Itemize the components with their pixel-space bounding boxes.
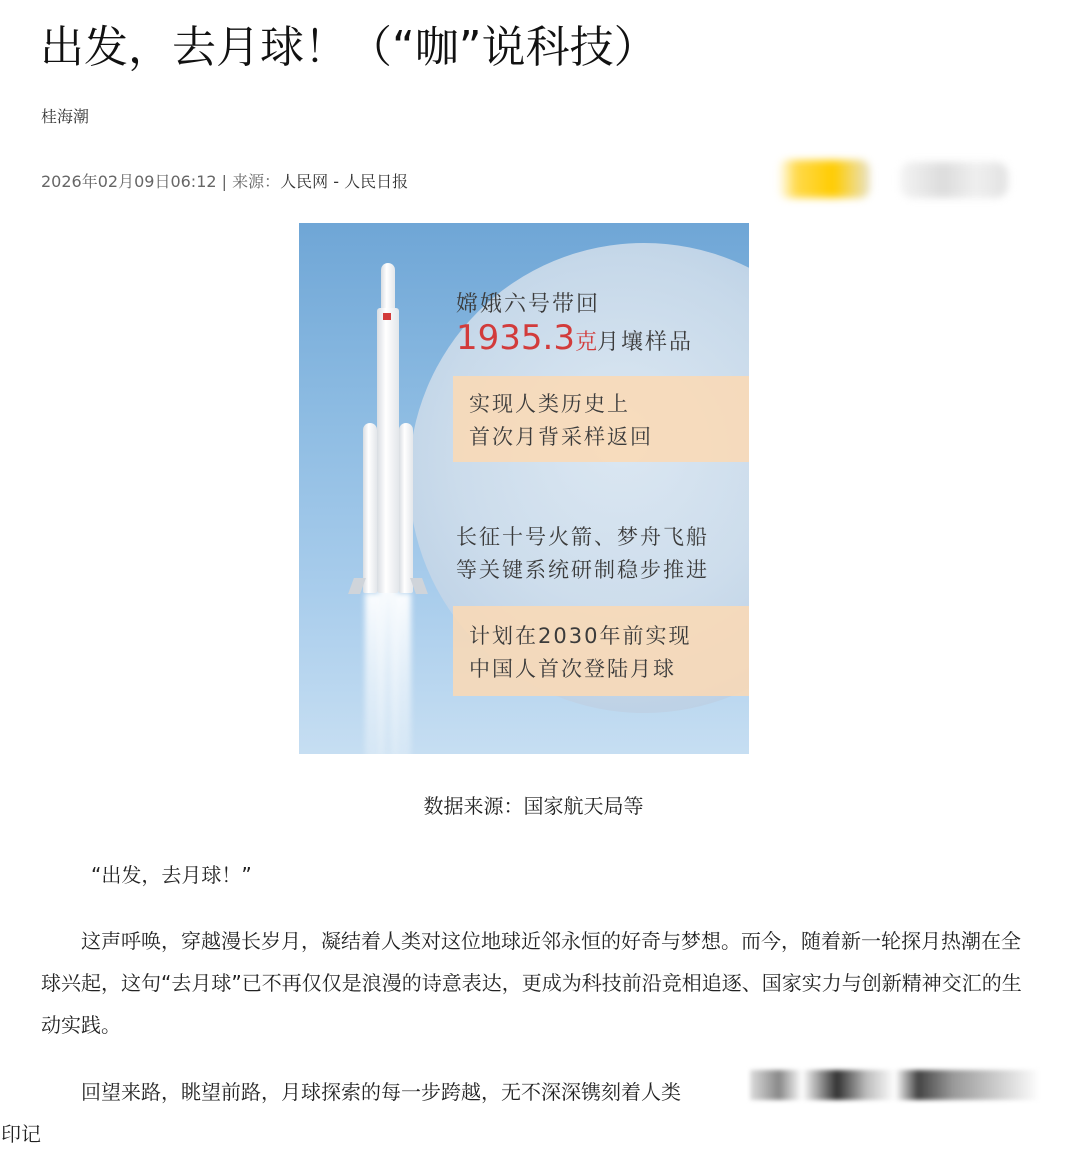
highlight-box-1 bbox=[453, 376, 749, 462]
article-title: 出发，去月球！（“咖”说科技） bbox=[40, 22, 658, 73]
info-amount-line bbox=[456, 318, 693, 358]
blurred-share-widget[interactable] bbox=[778, 160, 870, 198]
image-caption: 数据来源：国家航天局等 bbox=[423, 794, 644, 818]
highlight-box-2 bbox=[453, 606, 749, 696]
box1-line-1: 实现人类历史上 bbox=[469, 392, 630, 416]
blurred-watermark bbox=[750, 1070, 1040, 1100]
paragraph-2-text: 回望来路，眺望前路，月球探索的每一步跨越，无不深深镌刻着人类 bbox=[81, 1080, 681, 1104]
sample-unit: 克 bbox=[574, 330, 597, 355]
article-meta bbox=[41, 169, 408, 192]
blurred-share-widget-2[interactable] bbox=[900, 162, 1008, 198]
box1-line-2: 首次月背采样返回 bbox=[469, 425, 653, 449]
rocket-exhaust bbox=[393, 593, 411, 754]
publish-datetime: 2026年02月09日06:12 bbox=[41, 172, 217, 191]
info-line-3: 长征十号火箭、梦舟飞船 bbox=[456, 525, 709, 549]
sample-label: 月壤样品 bbox=[596, 330, 693, 355]
info-line-1: 嫦娥六号带回 bbox=[456, 292, 601, 317]
meta-separator: | bbox=[216, 172, 233, 191]
infographic-image bbox=[299, 223, 749, 754]
source-label: 来源： bbox=[232, 172, 281, 191]
paragraph-2-continuation: 印记 bbox=[1, 1122, 41, 1146]
box2-line-2: 中国人首次登陆月球 bbox=[469, 657, 676, 681]
box2-line-1: 计划在2030年前实现 bbox=[469, 624, 692, 648]
body-quote: “出发，去月球！” bbox=[91, 863, 252, 887]
author-name[interactable]: 桂海潮 bbox=[41, 107, 90, 126]
info-line-4: 等关键系统研制稳步推进 bbox=[456, 558, 709, 582]
sample-amount: 1935.3 bbox=[456, 318, 575, 358]
body-paragraph-1: 这声呼唤，穿越漫长岁月，凝结着人类对这位地球近邻永恒的好奇与梦想。而今，随着新一轮探月热潮在全球兴起，这句“去月球”已不再仅仅是浪漫的诗意表达，更成为科技前沿竞相追逐、国家实力与创新精神交汇的生动实践。 bbox=[41, 929, 1022, 1037]
source-link[interactable]: 人民网 - 人民日报 bbox=[280, 172, 409, 191]
